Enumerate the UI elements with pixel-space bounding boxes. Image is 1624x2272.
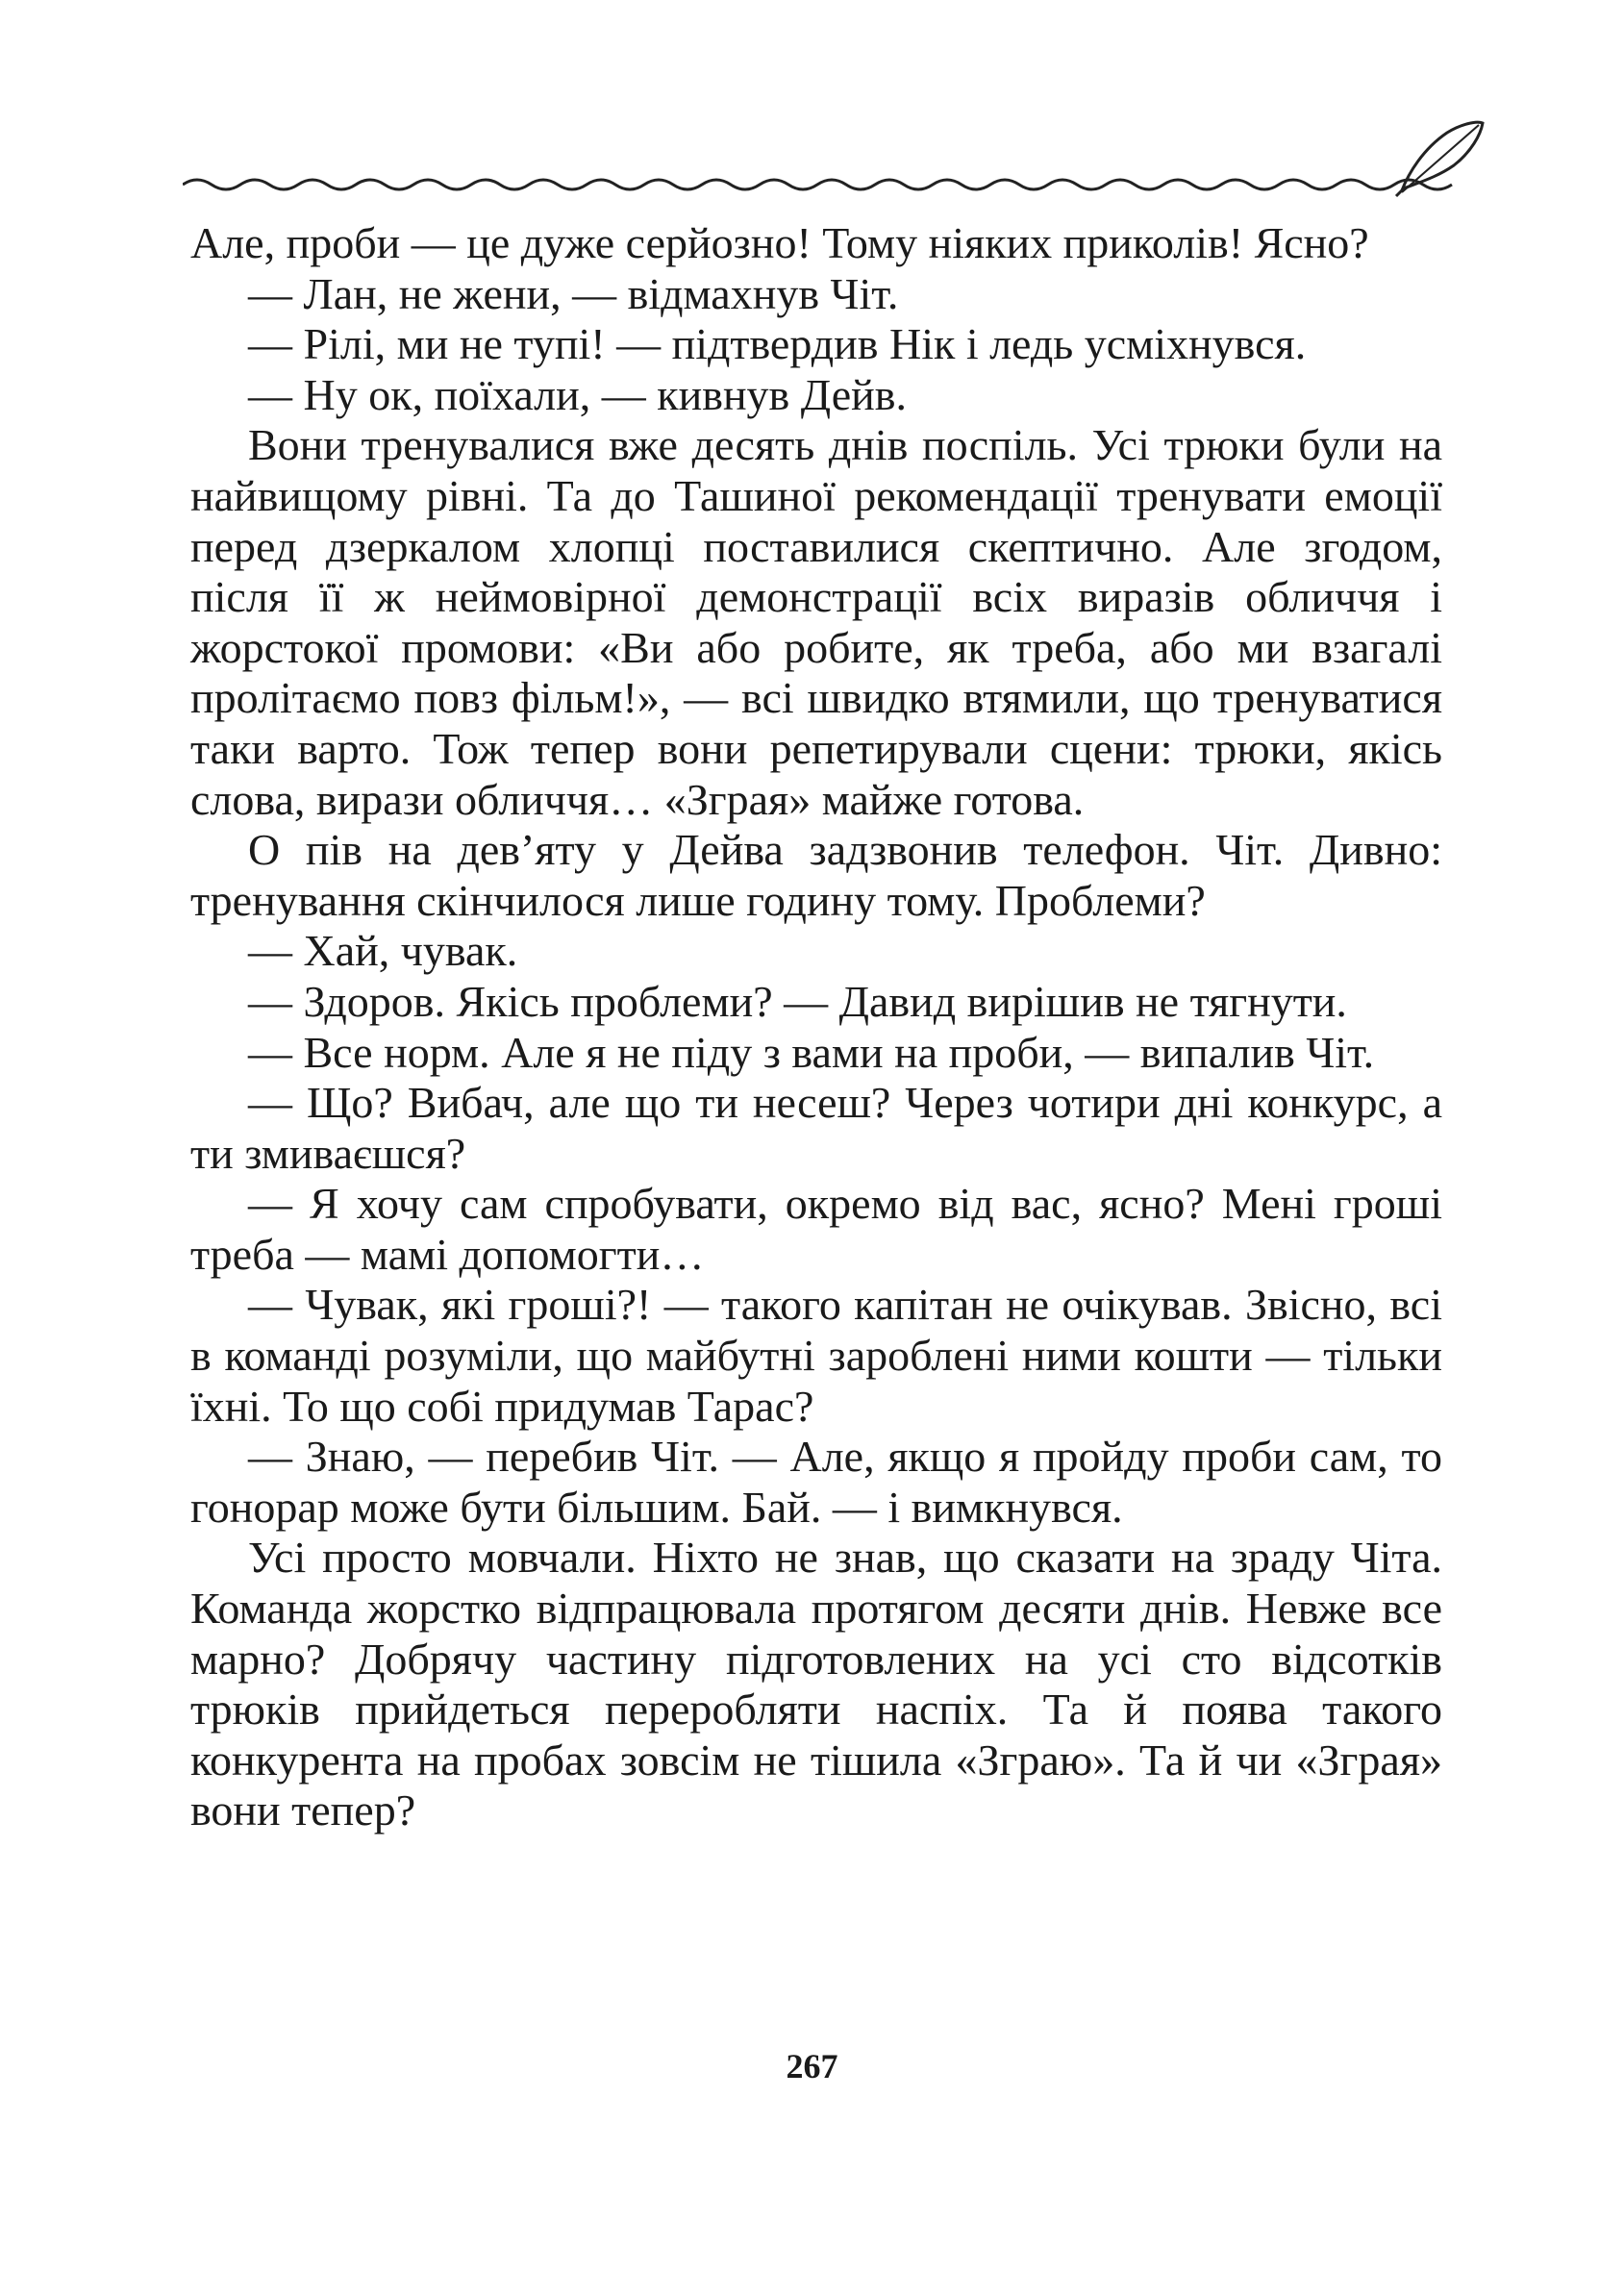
dialogue-line: — Знаю, — перебив Чіт. — Але, якщо я пройду проби сам, то гонорар може бути більшим. Бай. — і вимкнувся. xyxy=(190,1432,1442,1532)
paragraph: Але, проби — це дуже серйозно! Тому ніяких приколів! Ясно? xyxy=(190,218,1369,267)
page-number: 267 xyxy=(786,2047,838,2085)
body-text xyxy=(190,218,1442,1836)
dialogue-line: — Хай, чувак. xyxy=(248,926,518,976)
dialogue-line: — Я хочу сам спробувати, окремо від вас, ясно? Мені гроші треба — мамі допомогти… xyxy=(190,1179,1442,1279)
dialogue-line: — Здоров. Якісь проблеми? — Давид вирішив не тягнути. xyxy=(248,976,1347,1026)
paragraph: Вони тренувалися вже десять днів поспіль. Усі трюки були на найвищому рівні. Та до Ташиної рекомендації тренувати емоції перед дзеркалом хлопці поставилися скептично. Але згодом, після її ж неймовірної демонстрації всіх виразів обличчя і жорстокої промови: «Ви або робите, як треба, або ми взагалі пролітаємо повз фільм!», — всі швидко втямили, що тренуватися таки варто. Тож тепер вони репетирували сцени: трюки, якісь слова, вирази обличчя… «Зграя» майже готова. xyxy=(190,420,1442,824)
wave-line xyxy=(183,180,1452,189)
paragraph: Усі просто мовчали. Ніхто не знав, що сказати на зраду Чіта. Команда жорстко відпрацювала протягом десяти днів. Невже все марно? Добрячу частину підготовлених на усі сто відсотків трюків прийдеться переробляти наспіх. Та й поява такого конкурента на пробах зовсім не тішила «Зграю». Та й чи «Зграя» вони тепер? xyxy=(190,1533,1442,1835)
dialogue-line: — Лан, не жени, — відмахнув Чіт. xyxy=(248,268,899,318)
dialogue-line: — Чувак, які гроші?! — такого капітан не очікував. Звісно, всі в команді розуміли, що майбутні зароблені ними кошти — тільки їхні. То що собі придумав Тарас? xyxy=(190,1280,1442,1431)
dialogue-line: — Рілі, ми не тупі! — підтвердив Нік і ледь усміхнувся. xyxy=(248,319,1307,369)
wave-quill-ornament xyxy=(183,115,1490,202)
dialogue-line: — Що? Вибач, але що ти несеш? Через чотири дні конкурс, а ти змиваєшся? xyxy=(190,1078,1442,1178)
dialogue-line: — Все норм. Але я не піду з вами на проби, — випалив Чіт. xyxy=(248,1027,1375,1077)
paragraph: О пів на дев’яту у Дейва задзвонив телефон. Чіт. Дивно: тренування скінчилося лише годину тому. Проблеми? xyxy=(190,825,1442,925)
quill-icon xyxy=(1396,122,1483,196)
dialogue-line: — Ну ок, поїхали, — кивнув Дейв. xyxy=(248,369,907,419)
